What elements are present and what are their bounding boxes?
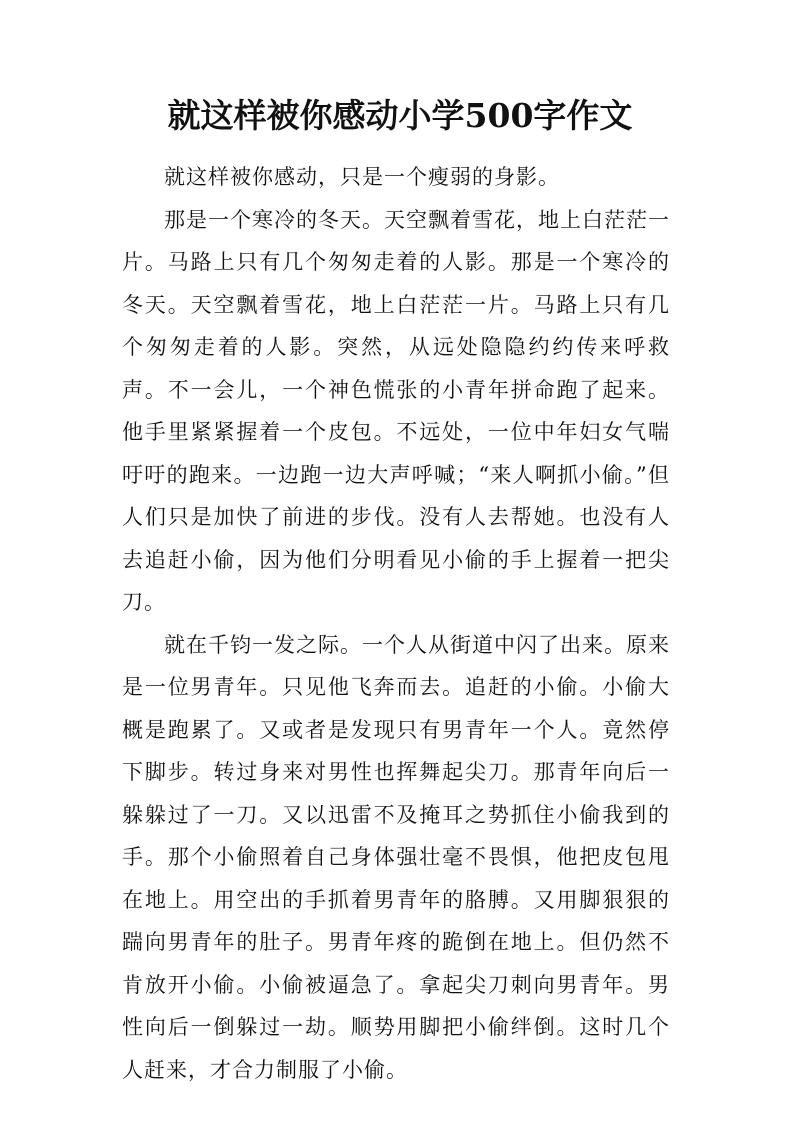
paragraph: 就这样被你感动，只是一个瘦弱的身影。	[164, 165, 560, 189]
essay-body	[122, 156, 670, 1091]
paragraph: 那是一个寒冷的冬天。天空飘着雪花，地上白茫茫一片。马路上只有几个匆匆走着的人影。那是一个寒冷的冬天。天空飘着雪花，地上白茫茫一片。马路上只有几个匆匆走着的人影。突然，从远处隐隐约约传来呼救声。不一会儿，一个神色慌张的小青年拼命跑了起来。他手里紧紧握着一个皮包。不远处，一位中年妇女气喘吁吁的跑来。一边跑一边大声呼喊；“来人啊抓小偷。”但人们只是加快了前进的步伐。没有人去帮她。也没有人去追赶小偷，因为他们分明看见小偷的手上握着一把尖刀。	[122, 207, 670, 614]
paragraph: 就在千钧一发之际。一个人从街道中闪了出来。原来是一位男青年。只见他飞奔而去。追赶的小偷。小偷大概是跑累了。又或者是发现只有男青年一个人。竟然停下脚步。转过身来对男性也挥舞起尖刀。那青年向后一躲躲过了一刀。又以迅雷不及掩耳之势抓住小偷我到的手。那个小偷照着自己身体强壮毫不畏惧，他把皮包甩在地上。用空出的手抓着男青年的胳膊。又用脚狠狠的踹向男青年的肚子。男青年疼的跪倒在地上。但仍然不肯放开小偷。小偷被逼急了。拿起尖刀刺向男青年。男性向后一倒躲过一劫。顺势用脚把小偷绊倒。这时几个人赶来，才合力制服了小偷。	[122, 632, 670, 1082]
page-title: 就这样被你感动小学500字作文	[167, 96, 633, 135]
